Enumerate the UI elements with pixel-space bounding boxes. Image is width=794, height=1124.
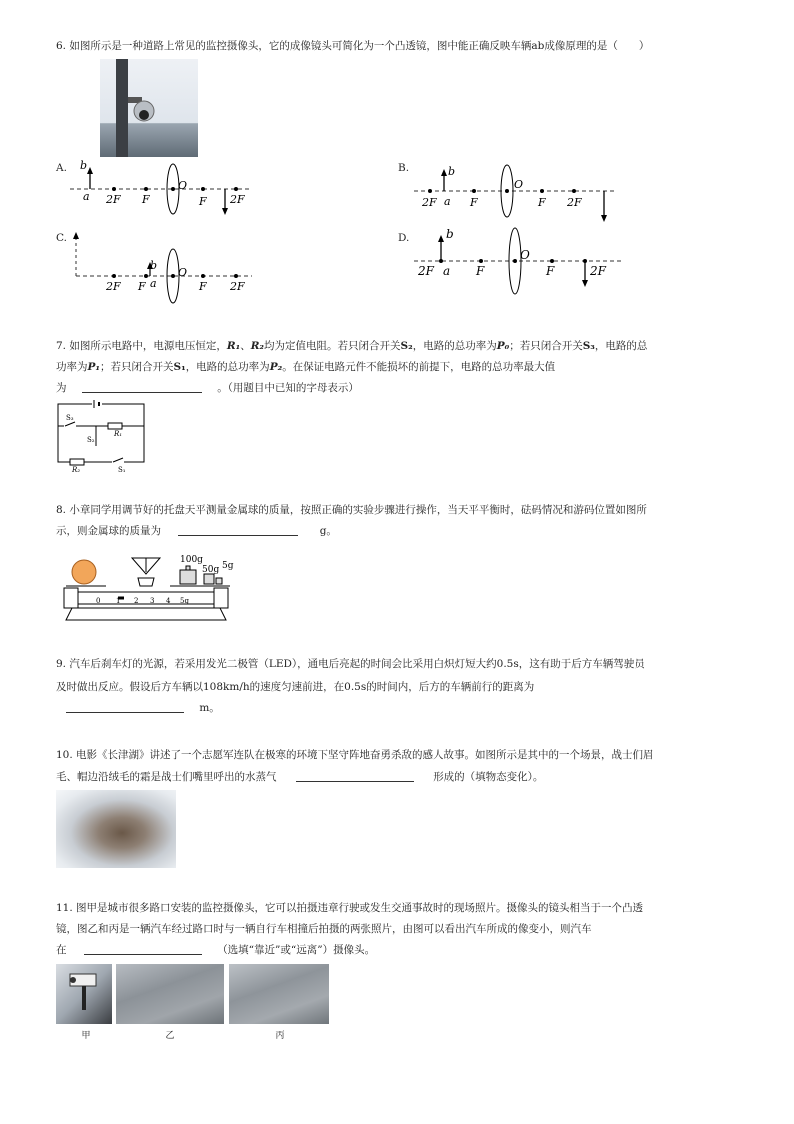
circuit-r1-label: R₁ [114,430,123,438]
b-2f-left: 2F [422,196,437,209]
c-o-label: O [178,266,188,279]
b-a-label: a [444,195,451,208]
option-d-lens-diagram [414,225,634,305]
d-2f-left: 2F [418,264,434,278]
option-a-label: A. [56,162,67,174]
r1-symbol: R₁ [226,340,241,352]
a-b-label: b [80,159,88,172]
p0-symbol: P₀ [496,340,510,352]
frost-soldier-photo [56,790,176,868]
scale-1: 1 [116,597,121,605]
scale-0: 0 [96,597,101,605]
c-2f-left: 2F [106,280,121,293]
a-f-left: F [142,193,150,206]
a-f-right: F [199,195,207,208]
s1-symbol: S₁ [173,361,186,373]
q9-line1: 9. 汽车后刹车灯的光源，若采用发光二极管（LED），通电后亮起的时间会比采用白炽灯短大约0.5s，这有助于后方车辆驾驶员 [56,658,645,670]
q8-line1: 8. 小章同学用调节好的托盘天平测量金属球的质量，按照正确的实验步骤进行操作，当天平平衡时，砝码情况和游码位置如图所 [56,504,647,516]
q10-line1: 10. 电影《长津湖》讲述了一个志愿军连队在极寒的环境下坚守阵地奋勇杀敌的感人故事。如图所示是其中的一个场景，战士们眉 [56,749,654,761]
weight-5g-label: 5g [222,561,234,571]
scale-2: 2 [134,597,139,605]
weight-100g-label: 100g [180,555,203,565]
camera-icon [56,964,112,1024]
d-f-right: F [546,264,555,278]
photo-jia-camera [56,964,112,1024]
weight-50g-label: 50g [202,565,220,575]
q8-line2: 示，则金属球的质量为 g。 [56,521,337,542]
b-b-label: b [448,165,456,178]
option-c-lens-diagram [70,228,270,308]
p1-symbol: P₁ [87,361,100,373]
d-2f-right: 2F [590,264,606,278]
q7-line1: 7. 如图所示电路中，电源电压恒定，R₁、R₂均为定值电阻。若只闭合开关S₂，电路的总功率为P₀；若只闭合开关S₃，电路的总 [56,340,648,352]
scale-3: 3 [150,597,155,605]
a-2f-right: 2F [230,193,245,206]
option-b-label: B. [398,162,410,174]
q11-line1: 11. 图甲是城市很多路口安装的监控摄像头，它可以拍摄违章行驶或发生交通事故时的现场照片。摄像头的镜头相当于一个凸透 [56,902,644,914]
c-2f-right: 2F [230,280,245,293]
camera-pole-graphic [100,59,198,157]
scale-4: 4 [166,597,171,605]
a-a-label: a [83,190,90,203]
caption-jia: 甲 [81,1031,91,1041]
d-a-label: a [443,264,451,278]
q11-line3: 在 （选填“靠近”或“远离”）摄像头。 [56,940,375,961]
caption-bing: 丙 [275,1031,285,1041]
q11-line2: 镜，图乙和丙是一辆汽车经过路口时与一辆自行车相撞后拍摄的两张照片，由图可以看出汽车所成的像变小，则汽车 [56,923,592,935]
q8-balance-diagram [60,540,260,630]
q9-answer-blank[interactable] [66,698,184,713]
photo-bing-intersection [229,964,329,1024]
p2-symbol: P₂ [269,361,283,373]
b-o-label: O [514,178,524,191]
q9-line3: m。 [66,698,220,719]
option-c-label: C. [56,232,67,244]
b-2f-right: 2F [567,196,582,209]
scale-5g: 5g [180,597,189,605]
q6-question-text: 6. 如图所示是一种道路上常见的监控摄像头，它的成像镜头可简化为一个凸透镜，图中能正确反映车辆ab成像原理的是（ ） [56,40,650,52]
option-d-label: D. [398,232,410,244]
photo-yi-intersection [116,964,224,1024]
caption-yi: 乙 [165,1031,175,1041]
q7-line3: 为 。（用题目中已知的字母表示） [56,378,359,399]
d-f-left: F [476,264,485,278]
circuit-s1-label: S₁ [118,466,126,474]
q11-answer-blank[interactable] [84,940,202,955]
c-a-label: a [150,277,157,290]
circuit-s2-label: S₂ [87,436,95,444]
surveillance-camera-photo [100,59,198,157]
r2-symbol: R₂ [250,340,265,352]
b-f-left: F [470,196,478,209]
q9-line2: 及时做出反应。假设后方车辆以108km/h的速度匀速前进，在0.5s的时间内，后方的车辆前行的距离为 [56,681,535,693]
circuit-s3-label: S₃ [66,414,74,422]
s2-symbol: S₂ [400,340,413,352]
b-f-right: F [538,196,546,209]
q10-line2: 毛、帽边沿绒毛的霜是战士们嘴里呼出的水蒸气 形成的（填物态变化）。 [56,767,543,788]
circuit-r2-label: R₂ [72,466,81,474]
option-a-lens-diagram [70,160,270,220]
q7-answer-blank[interactable] [82,378,202,393]
c-f-right: F [199,280,207,293]
q8-answer-blank[interactable] [178,521,298,536]
q7-line2: 功率为P₁；若只闭合开关S₁，电路的总功率为P₂。在保证电路元件不能损坏的前提下，电路的总功率最大值 [56,361,556,373]
a-2f-left: 2F [106,193,121,206]
q10-answer-blank[interactable] [296,767,414,782]
c-b-label: b [150,259,158,272]
option-b-lens-diagram [414,160,624,230]
d-b-label: b [446,227,454,241]
a-o-label: O [178,179,188,192]
q7-circuit-diagram [56,402,156,474]
c-f-left: F [138,280,146,293]
d-o-label: O [520,248,530,262]
s3-symbol: S₃ [582,340,595,352]
